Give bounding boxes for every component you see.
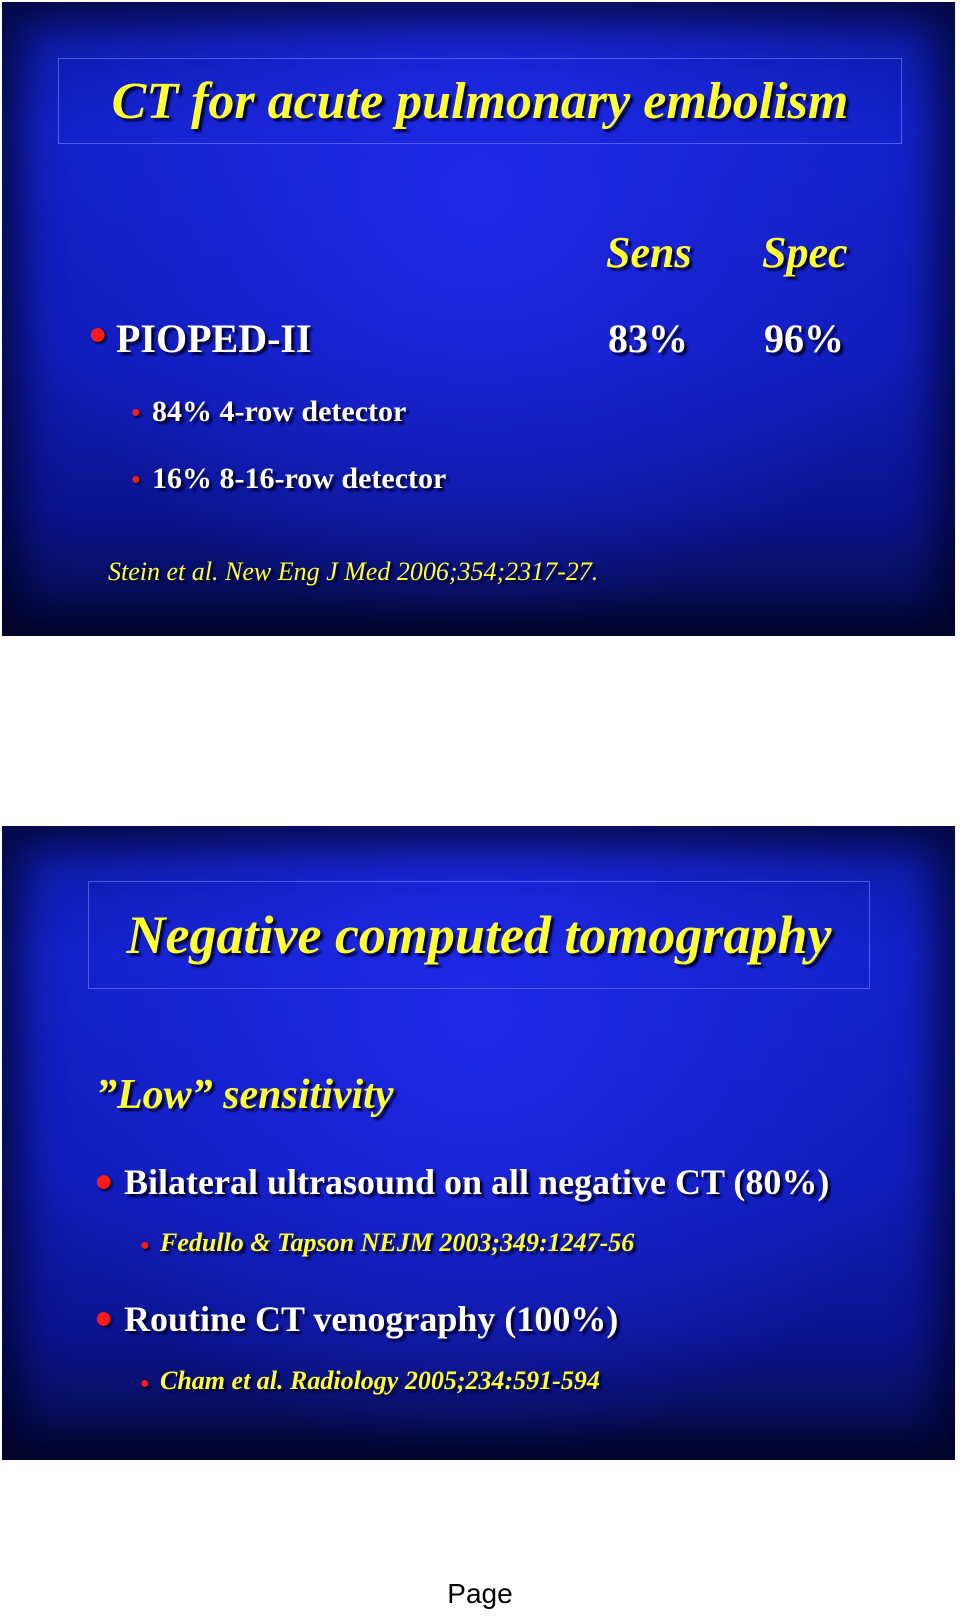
sub-bullet-dot-icon: ● (140, 1375, 150, 1392)
row-value-sens: 83% (608, 316, 688, 361)
row-label-pioped: PIOPED-II (116, 316, 312, 361)
slide-1-title-box (58, 58, 902, 144)
citation-stein: Stein et al. New Eng J Med 2006;354;2317-27. (108, 557, 599, 586)
sub-item-4-row: 84% 4-row detector (152, 395, 407, 428)
row-value-spec: 96% (764, 316, 844, 361)
sub-bullet-dot-icon: ● (140, 1237, 150, 1254)
bullet-routine-ct-venography: Routine CT venography (100%) (124, 1299, 619, 1339)
citation-cham: Cham et al. Radiology 2005;234:591-594 (160, 1366, 600, 1395)
sub-bullet-dot-icon: ● (131, 404, 141, 421)
column-header-spec: Spec (762, 228, 848, 277)
column-header-sens: Sens (606, 228, 692, 277)
sub-item-8-16-row: 16% 8-16-row detector (152, 462, 447, 495)
bullet-dot-icon: ● (94, 1162, 114, 1198)
slide-1 (2, 2, 955, 636)
subtitle-low-sensitivity: ”Low” sensitivity (96, 1072, 394, 1118)
citation-fedullo: Fedullo & Tapson NEJM 2003;349:1247-56 (160, 1228, 635, 1257)
slide-1-title: CT for acute pulmonary embolism (111, 72, 849, 130)
sub-bullet-dot-icon: ● (131, 471, 141, 488)
bullet-dot-icon: ● (94, 1299, 114, 1335)
bullet-dot-icon: ● (88, 315, 108, 351)
slide-2 (2, 826, 955, 1460)
slide-2-title: Negative computed tomography (126, 905, 832, 965)
page-footer: Page (447, 1578, 513, 1609)
bullet-bilateral-ultrasound: Bilateral ultrasound on all negative CT (80%) (124, 1162, 830, 1202)
slide-2-title-box (88, 881, 870, 989)
